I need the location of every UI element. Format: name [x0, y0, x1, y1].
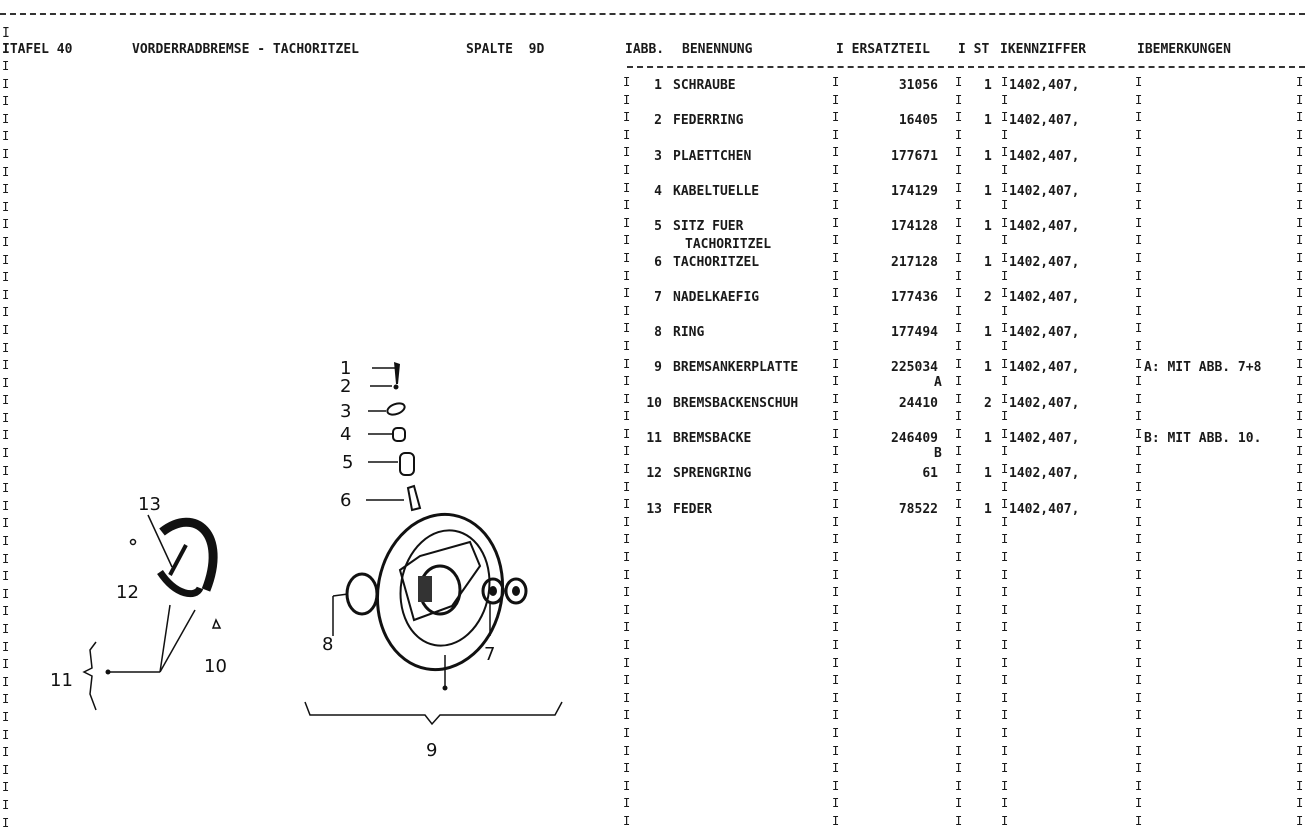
row-name: BREMSBACKENSCHUH — [673, 395, 799, 411]
row-name: BREMSANKERPLATTE — [673, 360, 799, 376]
row-part: 225034 — [891, 360, 938, 376]
row-name: SCHRAUBE — [673, 78, 736, 93]
row-part: 61 — [922, 466, 938, 482]
row-mark: B — [934, 446, 942, 461]
row-name: BREMSBACKE — [673, 431, 752, 446]
diagram-label: 10 — [204, 656, 227, 677]
diagram-label: 12 — [116, 582, 139, 603]
ring-icon — [347, 574, 377, 614]
row-part: 174128 — [891, 219, 938, 235]
row-abb: 1 — [654, 78, 662, 93]
row-part: 246409 — [891, 431, 938, 446]
row-kenn: 1402,407, — [1009, 254, 1080, 270]
diagram-label: 5 — [342, 452, 354, 473]
row-part: 217128 — [891, 254, 938, 270]
table-column-divider: I I I I I I I I I I I I I I I I I I I I I I I I I I I I I I I I I I I I I I I I I I I — [1001, 75, 1009, 828]
row-abb: 3 — [654, 148, 662, 164]
row-part: 177671 — [891, 148, 938, 164]
row-kenn: 1402,407, — [1009, 501, 1080, 517]
diagram-label: 4 — [340, 424, 352, 445]
row-st: 1 — [984, 148, 992, 164]
row-name: SPRENGRING — [673, 466, 752, 482]
row-kenn: 1402,407, — [1009, 219, 1080, 235]
row-part: 177494 — [891, 325, 938, 341]
table-column-divider: I I I I I I I I I I I I I I I I I I I I I I I I I I I I I I I I I I I I I I I I I I I — [832, 75, 840, 828]
row-part: 78522 — [898, 501, 938, 517]
diagram-label: 9 — [426, 740, 438, 761]
row-st: 1 — [984, 183, 992, 199]
row-kenn: 1402,407, — [1009, 360, 1080, 376]
row-kenn: 1402,407, — [1009, 289, 1080, 305]
row-st: 1 — [984, 431, 992, 446]
row-part: 24410 — [898, 395, 938, 411]
row-abb: 11 — [646, 431, 662, 446]
row-st: 1 — [984, 501, 992, 517]
row-name: FEDER — [673, 501, 713, 517]
row-st: 1 — [984, 325, 992, 341]
row-mark: A — [934, 375, 942, 391]
row-kenn: 1402,407, — [1009, 78, 1080, 93]
speedo-seat-icon — [368, 453, 414, 475]
row-kenn: 1402,407, — [1009, 431, 1080, 446]
row-abb: 2 — [654, 113, 662, 129]
spalte-label: SPALTE 9D — [466, 42, 545, 57]
row-part: 174129 — [891, 183, 938, 199]
row-st: 1 — [984, 254, 992, 270]
row-kenn: 1402,407, — [1009, 395, 1080, 411]
top-margin-i: I — [2, 26, 10, 41]
table-column-divider: I I I I I I I I I I I I I I I I I I I I I I I I I I I I I I I I I I I I I I I I I I I — [1296, 75, 1304, 828]
row-name: PLAETTCHEN — [673, 148, 752, 164]
page-title: VORDERRADBREMSE - TACHORITZEL — [132, 42, 359, 57]
row-st: 2 — [984, 289, 992, 305]
row-part: 177436 — [891, 289, 938, 305]
diagram-label: 13 — [138, 494, 161, 515]
row-bemerkung: B: MIT ABB. 10. — [1144, 431, 1262, 446]
table-column-divider: I I I I I I I I I I I I I I I I I I I I I I I I I I I I I I I I I I I I I I I I I I I — [1135, 75, 1143, 828]
table-header-rule — [627, 66, 1305, 68]
row-kenn: 1402,407, — [1009, 148, 1080, 164]
row-st: 1 — [984, 219, 992, 235]
row-bemerkung: A: MIT ABB. 7+8 — [1144, 360, 1262, 376]
spring-washer-icon — [370, 385, 399, 390]
row-kenn: 1402,407, — [1009, 325, 1080, 341]
row-part: 31056 — [898, 78, 938, 93]
diagram-label: 8 — [322, 634, 334, 655]
col-kennziffer: IKENNZIFFER — [1000, 42, 1087, 57]
row-name: NADELKAEFIG — [673, 289, 760, 305]
col-st: I ST — [958, 42, 990, 57]
diagram-label: 6 — [340, 490, 352, 511]
row-abb: 13 — [646, 501, 662, 517]
top-rule — [0, 13, 1305, 15]
row-name: TACHORITZEL — [673, 254, 760, 270]
row-abb: 9 — [654, 360, 662, 376]
exploded-parts-diagram — [0, 320, 600, 820]
left-margin-column: I I I I I I I I I I I I I I I I I I I I I I I I I I I I I I I I I I I I I I I I I I I I — [2, 59, 10, 830]
row-abb: 8 — [654, 325, 662, 341]
col-abb: IABB. — [625, 42, 665, 57]
row-abb: 5 — [654, 219, 662, 235]
row-name-cont: TACHORITZEL — [685, 237, 772, 253]
row-abb: 7 — [654, 289, 662, 305]
row-abb: 6 — [654, 254, 662, 270]
diagram-label: 3 — [340, 401, 352, 422]
col-benennung: BENENNUNG — [682, 42, 753, 57]
cable-grommet-icon — [368, 428, 405, 441]
row-st: 1 — [984, 78, 992, 93]
row-part: 16405 — [898, 113, 938, 129]
row-kenn: 1402,407, — [1009, 113, 1080, 129]
row-kenn: 1402,407, — [1009, 183, 1080, 199]
row-abb: 12 — [646, 466, 662, 482]
row-st: 1 — [984, 466, 992, 482]
row-st: 1 — [984, 360, 992, 376]
row-abb: 4 — [654, 183, 662, 199]
row-st: 1 — [984, 113, 992, 129]
col-bemerkungen: IBEMERKUNGEN — [1137, 42, 1231, 57]
diagram-label: 1 — [340, 358, 352, 379]
col-ersatzteil: I ERSATZTEIL — [836, 42, 930, 57]
row-st: 2 — [984, 395, 992, 411]
row-name: KABELTUELLE — [673, 183, 760, 199]
table-column-divider: I I I I I I I I I I I I I I I I I I I I I I I I I I I I I I I I I I I I I I I I I I I — [623, 75, 631, 828]
plate-icon — [368, 401, 406, 417]
diagram-label: 11 — [50, 670, 73, 691]
row-abb: 10 — [646, 395, 662, 411]
screw-icon — [372, 362, 400, 384]
tafel-label: ITAFEL 40 — [2, 42, 73, 57]
row-name: FEDERRING — [673, 113, 744, 129]
brake-shoe-icon — [131, 522, 221, 628]
table-column-divider: I I I I I I I I I I I I I I I I I I I I I I I I I I I I I I I I I I I I I I I I I I I — [955, 75, 963, 828]
diagram-label: 2 — [340, 376, 352, 397]
row-name: SITZ FUER — [673, 219, 744, 235]
diagram-label: 7 — [484, 644, 496, 665]
speedo-pinion-icon — [366, 486, 420, 510]
row-name: RING — [673, 325, 705, 341]
row-kenn: 1402,407, — [1009, 466, 1080, 482]
